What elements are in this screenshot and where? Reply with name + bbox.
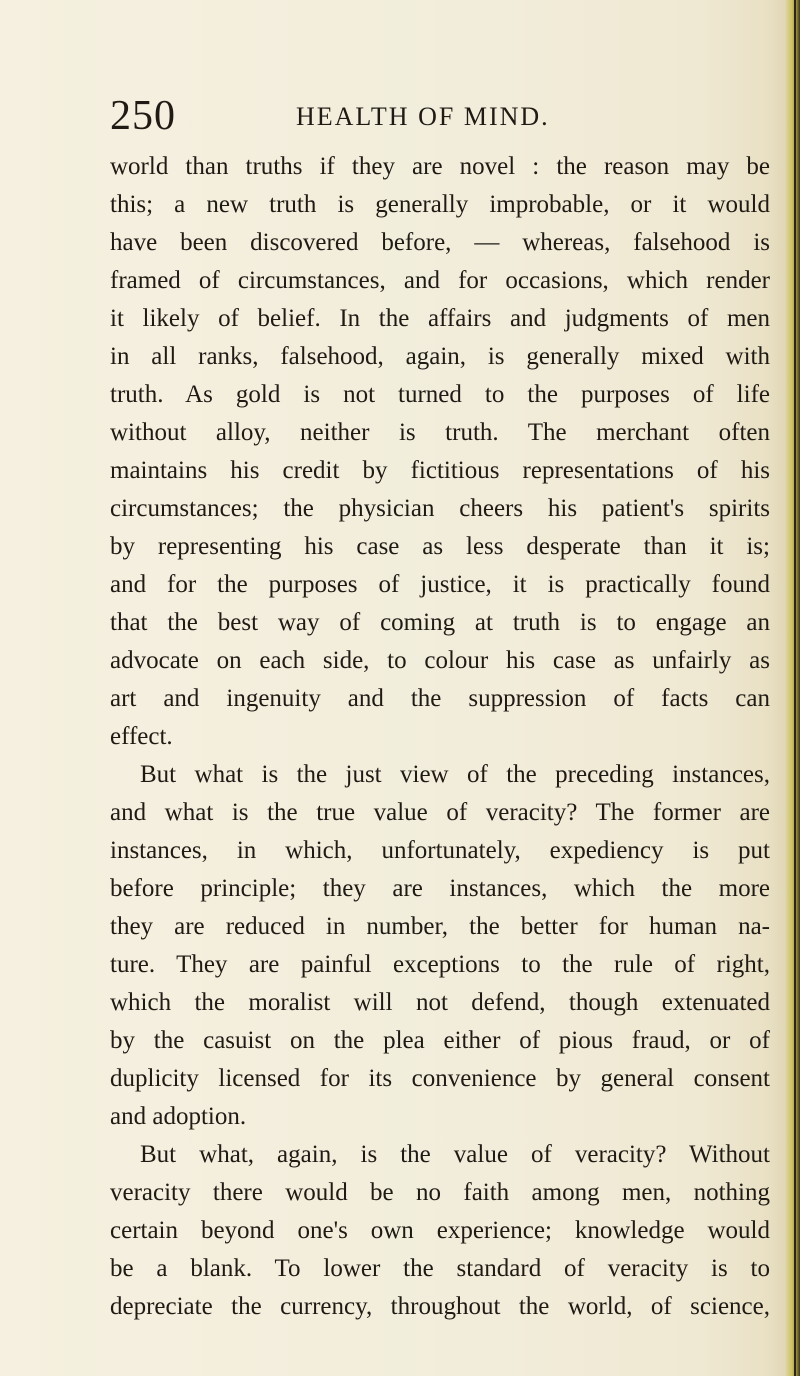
text-line: truth. As gold is not turned to the purposes of life: [110, 381, 770, 408]
text-line: art and ingenuity and the suppression of facts can: [110, 685, 770, 712]
text-line: have been discovered before, — whereas, falsehood is: [110, 229, 770, 256]
page-edge: [786, 0, 800, 1376]
text-line: that the best way of coming at truth is to engage an: [110, 609, 770, 636]
page-header: [110, 92, 770, 142]
text-line: But what is the just view of the preceding instances,: [140, 761, 770, 788]
text-line: before principle; they are instances, which the more: [110, 875, 770, 902]
text-line: and adoption.: [110, 1103, 247, 1130]
text-line: veracity there would be no faith among men, nothing: [110, 1179, 770, 1206]
text-line: framed of circumstances, and for occasions, which render: [110, 267, 770, 294]
text-line: without alloy, neither is truth. The merchant often: [110, 419, 770, 446]
page-number: 250: [110, 93, 176, 139]
body-text: [110, 148, 770, 1326]
text-line: world than truths if they are novel : the reason may be: [110, 153, 770, 180]
text-line: be a blank. To lower the standard of veracity is to: [110, 1255, 770, 1282]
text-line: circumstances; the physician cheers his patient's spirits: [110, 495, 770, 522]
text-line: and for the purposes of justice, it is practically found: [110, 571, 770, 598]
text-line: ture. They are painful exceptions to the rule of right,: [110, 951, 770, 978]
text-line: it likely of belief. In the affairs and judgments of men: [110, 305, 770, 332]
text-line: But what, again, is the value of veracity? Without: [140, 1141, 770, 1168]
text-line: by the casuist on the plea either of pious fraud, or of: [110, 1027, 770, 1054]
text-line: they are reduced in number, the better for human na-: [110, 913, 770, 940]
page-edge-line: [794, 0, 796, 1376]
text-line: effect.: [110, 723, 173, 750]
text-line: advocate on each side, to colour his case as unfairly as: [110, 647, 770, 674]
text-line: this; a new truth is generally improbable, or it would: [110, 191, 770, 218]
text-line: and what is the true value of veracity? The former are: [110, 799, 770, 826]
text-line: which the moralist will not defend, though extenuated: [110, 989, 770, 1016]
text-line: instances, in which, unfortunately, expediency is put: [110, 837, 770, 864]
text-line: maintains his credit by fictitious representations of his: [110, 457, 770, 484]
text-line: duplicity licensed for its convenience by general consent: [110, 1065, 770, 1092]
running-head: HEALTH OF MIND.: [296, 102, 550, 131]
text-line: certain beyond one's own experience; knowledge would: [110, 1217, 770, 1244]
text-line: by representing his case as less desperate than it is;: [110, 533, 770, 560]
text-line: in all ranks, falsehood, again, is generally mixed with: [110, 343, 770, 370]
text-line: depreciate the currency, throughout the world, of science,: [110, 1293, 770, 1320]
